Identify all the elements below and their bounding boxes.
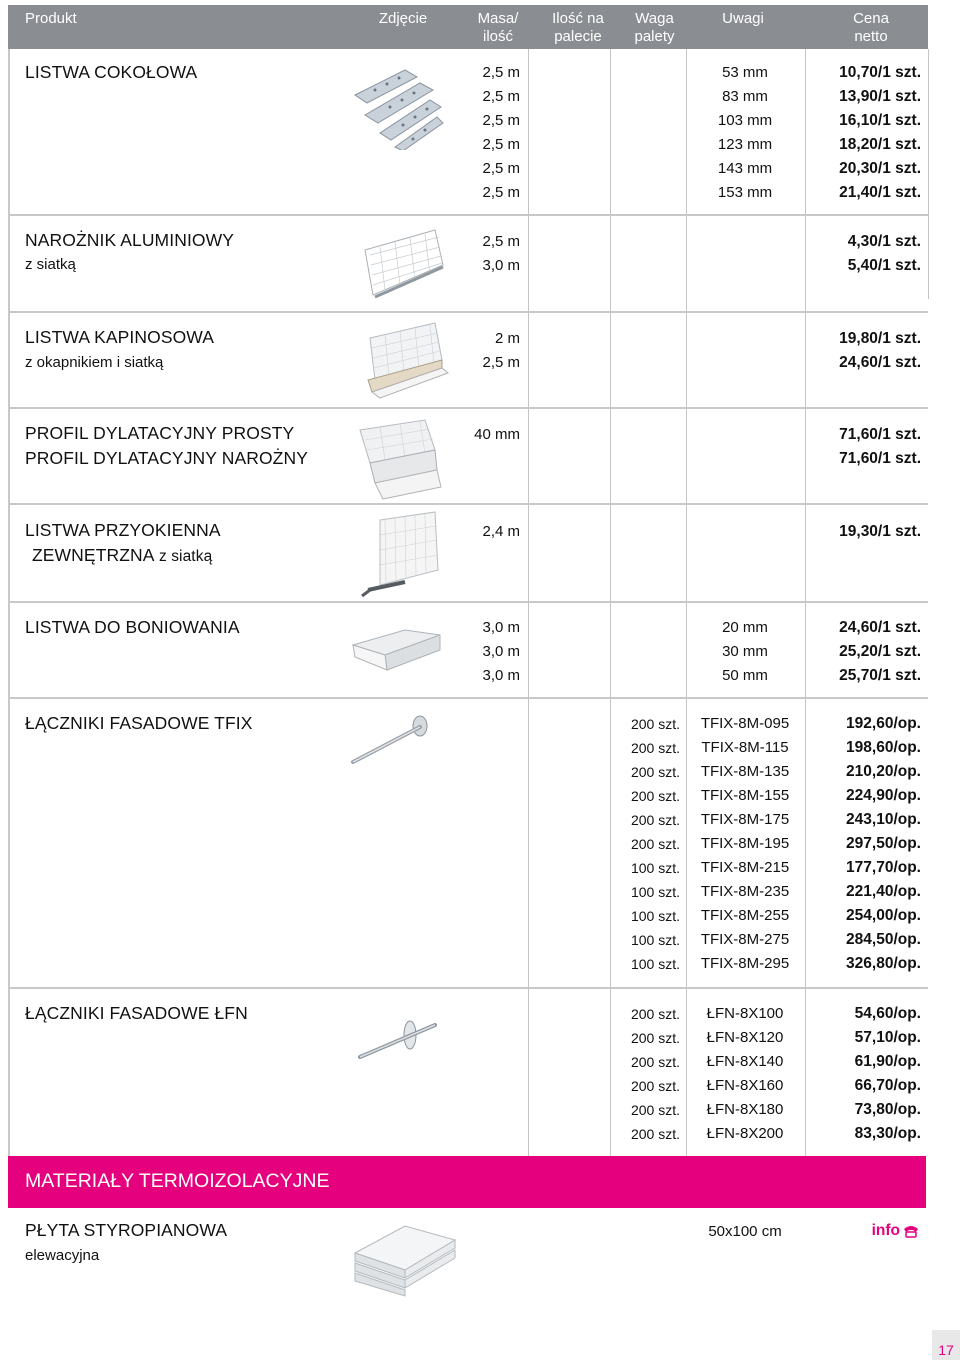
cena-value: 25,70/1 szt. xyxy=(839,667,921,684)
masa-value: 2,5 m xyxy=(482,184,520,201)
product-name: LISTWA PRZYOKIENNA xyxy=(25,520,221,540)
product-name: LISTWA COKOŁOWA xyxy=(25,62,198,82)
product-subtitle: z siatką xyxy=(25,256,76,273)
product-name: PŁYTA STYROPIANOWA xyxy=(25,1220,228,1240)
product-name: ZEWNĘTRZNA xyxy=(32,545,155,565)
cena-value: 24,60/1 szt. xyxy=(839,619,921,636)
product-name: LISTWA KAPINOSOWA xyxy=(25,327,215,347)
header-masa-line2: ilość xyxy=(482,28,513,45)
row-divider xyxy=(8,601,928,603)
cena-value: 21,40/1 szt. xyxy=(839,184,921,201)
header-ilosc-line1: Ilość na xyxy=(552,10,604,27)
cena-value: 10,70/1 szt. xyxy=(839,64,921,81)
uwagi-value: ŁFN-8X180 xyxy=(706,1101,784,1118)
info-label: info xyxy=(871,1222,900,1239)
cena-value: 61,90/op. xyxy=(854,1053,921,1070)
ilosc-value: 100 szt. xyxy=(630,860,680,876)
uwagi-value: TFIX-8M-135 xyxy=(700,763,790,780)
product-name: PROFIL DYLATACYJNY PROSTY xyxy=(25,423,295,443)
section-banner-title: MATERIAŁY TERMOIZOLACYJNE xyxy=(25,1170,330,1192)
cena-value: 254,00/op. xyxy=(846,907,921,924)
cena-value: 19,30/1 szt. xyxy=(839,523,921,540)
masa-value: 2,5 m xyxy=(482,233,520,250)
cena-value: 57,10/op. xyxy=(854,1029,921,1046)
cena-value: 66,70/op. xyxy=(854,1077,921,1094)
header-cena-line2: netto xyxy=(854,28,888,45)
phone-icon xyxy=(902,1224,920,1238)
product-image-naroznik xyxy=(355,225,450,305)
cena-value: 297,50/op. xyxy=(846,835,921,852)
masa-value: 2,5 m xyxy=(482,88,520,105)
cena-value: 18,20/1 szt. xyxy=(839,136,921,153)
product-image-plyta xyxy=(350,1218,460,1298)
masa-value: 2,5 m xyxy=(482,136,520,153)
uwagi-value: TFIX-8M-235 xyxy=(700,883,790,900)
product-subtitle: z okapnikiem i siatką xyxy=(25,354,164,371)
ilosc-value: 100 szt. xyxy=(630,956,680,972)
product-name: PROFIL DYLATACYJNY NAROŻNY xyxy=(25,448,308,468)
page-number: 17 xyxy=(932,1330,960,1360)
section-banner xyxy=(8,1156,926,1208)
product-name: LISTWA DO BONIOWANIA xyxy=(25,617,240,637)
uwagi-value: 103 mm xyxy=(717,112,773,129)
row-divider xyxy=(8,214,928,216)
cena-value: 71,60/1 szt. xyxy=(839,426,921,443)
header-cena-line1: Cena xyxy=(853,10,889,27)
uwagi-value: 30 mm xyxy=(722,643,768,660)
ilosc-value: 200 szt. xyxy=(630,1102,680,1118)
masa-value: 2,5 m xyxy=(482,64,520,81)
header-masa xyxy=(463,10,533,46)
cena-value: 326,80/op. xyxy=(846,955,921,972)
product-name: ŁĄCZNIKI FASADOWE TFIX xyxy=(25,713,253,733)
product-name-line2 xyxy=(32,545,212,566)
uwagi-value: ŁFN-8X160 xyxy=(706,1077,784,1094)
masa-value: 2,5 m xyxy=(482,112,520,129)
uwagi-value: 153 mm xyxy=(717,184,773,201)
product-name: NAROŻNIK ALUMINIOWY xyxy=(25,230,235,250)
uwagi-value: ŁFN-8X140 xyxy=(706,1053,784,1070)
cena-info xyxy=(790,1219,900,1243)
product-image-kapinosowa xyxy=(350,318,450,400)
cena-value: 73,80/op. xyxy=(854,1101,921,1118)
uwagi-value: TFIX-8M-295 xyxy=(700,955,790,972)
uwagi-value: 123 mm xyxy=(717,136,773,153)
uwagi-value: TFIX-8M-115 xyxy=(701,739,789,756)
ilosc-value: 200 szt. xyxy=(630,1126,680,1142)
header-zdjecie: Zdjęcie xyxy=(378,10,428,27)
ilosc-value: 100 szt. xyxy=(630,884,680,900)
cena-value: 224,90/op. xyxy=(846,787,921,804)
uwagi-value: TFIX-8M-175 xyxy=(700,811,790,828)
product-subtitle: z siatką xyxy=(154,548,213,565)
row-divider xyxy=(8,697,928,699)
cena-value: 210,20/op. xyxy=(846,763,921,780)
uwagi-value: TFIX-8M-255 xyxy=(700,907,790,924)
header-ilosc-line2: palecie xyxy=(554,28,602,45)
uwagi-value: 50 mm xyxy=(722,667,768,684)
table-header xyxy=(8,5,928,49)
ilosc-value: 200 szt. xyxy=(630,740,680,756)
row-divider xyxy=(8,503,928,505)
column-divider xyxy=(928,49,929,299)
product-subtitle: elewacyjna xyxy=(25,1247,100,1264)
cena-value: 4,30/1 szt. xyxy=(847,233,921,250)
cena-value: 284,50/op. xyxy=(846,931,921,948)
masa-value: 2,4 m xyxy=(482,523,520,540)
uwagi-value: 50x100 cm xyxy=(708,1223,782,1240)
ilosc-value: 200 szt. xyxy=(630,1054,680,1070)
product-image-lfn xyxy=(355,1015,445,1065)
cena-value: 20,30/1 szt. xyxy=(839,160,921,177)
header-waga xyxy=(622,10,687,46)
masa-value: 3,0 m xyxy=(482,667,520,684)
uwagi-value: ŁFN-8X120 xyxy=(706,1029,784,1046)
row-divider xyxy=(8,407,928,409)
header-produkt: Produkt xyxy=(25,10,77,27)
product-image-tfix xyxy=(345,712,445,767)
ilosc-value: 200 szt. xyxy=(630,764,680,780)
cena-value: 221,40/op. xyxy=(846,883,921,900)
uwagi-value: TFIX-8M-095 xyxy=(700,715,790,732)
product-name: ŁĄCZNIKI FASADOWE ŁFN xyxy=(25,1003,248,1023)
cena-value: 192,60/op. xyxy=(846,715,921,732)
masa-value: 3,0 m xyxy=(482,619,520,636)
ilosc-value: 200 szt. xyxy=(630,1030,680,1046)
cena-value: 83,30/op. xyxy=(854,1125,921,1142)
masa-value: 3,0 m xyxy=(482,257,520,274)
uwagi-value: 53 mm xyxy=(722,64,768,81)
uwagi-value: 20 mm xyxy=(722,619,768,636)
header-cena xyxy=(836,10,906,46)
product-image-dylatacyjny xyxy=(345,415,445,500)
product-image-boniowania xyxy=(345,615,445,685)
masa-value: 2,5 m xyxy=(482,354,520,371)
product-image-przyokienna xyxy=(350,510,445,600)
ilosc-value: 200 szt. xyxy=(630,716,680,732)
uwagi-value: TFIX-8M-155 xyxy=(700,787,790,804)
cena-value: 54,60/op. xyxy=(854,1005,921,1022)
cena-value: 24,60/1 szt. xyxy=(839,354,921,371)
row-divider xyxy=(8,311,928,313)
cena-value: 5,40/1 szt. xyxy=(847,257,921,274)
cena-value: 177,70/op. xyxy=(846,859,921,876)
uwagi-value: ŁFN-8X100 xyxy=(706,1005,784,1022)
uwagi-value: TFIX-8M-195 xyxy=(700,835,790,852)
header-waga-line2: palety xyxy=(634,28,675,45)
ilosc-value: 100 szt. xyxy=(630,908,680,924)
header-masa-line1: Masa/ xyxy=(477,10,519,27)
header-uwagi: Uwagi xyxy=(722,10,764,27)
header-waga-line1: Waga xyxy=(635,10,674,27)
uwagi-value: 83 mm xyxy=(722,88,768,105)
ilosc-value: 200 szt. xyxy=(630,812,680,828)
masa-value: 40 mm xyxy=(474,426,520,443)
cena-value: 71,60/1 szt. xyxy=(839,450,921,467)
cena-value: 25,20/1 szt. xyxy=(839,643,921,660)
uwagi-value: TFIX-8M-275 xyxy=(700,931,790,948)
ilosc-value: 200 szt. xyxy=(630,788,680,804)
masa-value: 2,5 m xyxy=(482,160,520,177)
uwagi-value: TFIX-8M-215 xyxy=(700,859,790,876)
ilosc-value: 100 szt. xyxy=(630,932,680,948)
ilosc-value: 200 szt. xyxy=(630,836,680,852)
cena-value: 243,10/op. xyxy=(846,811,921,828)
uwagi-value: ŁFN-8X200 xyxy=(706,1125,784,1142)
masa-value: 2 m xyxy=(494,330,520,347)
product-image-cokolowa xyxy=(345,65,445,150)
row-divider xyxy=(8,987,928,989)
masa-value: 3,0 m xyxy=(482,643,520,660)
ilosc-value: 200 szt. xyxy=(630,1078,680,1094)
cena-value: 19,80/1 szt. xyxy=(839,330,921,347)
ilosc-value: 200 szt. xyxy=(630,1006,680,1022)
header-ilosc xyxy=(543,10,613,46)
uwagi-value: 143 mm xyxy=(717,160,773,177)
cena-value: 16,10/1 szt. xyxy=(839,112,921,129)
cena-value: 13,90/1 szt. xyxy=(839,88,921,105)
cena-value: 198,60/op. xyxy=(846,739,921,756)
